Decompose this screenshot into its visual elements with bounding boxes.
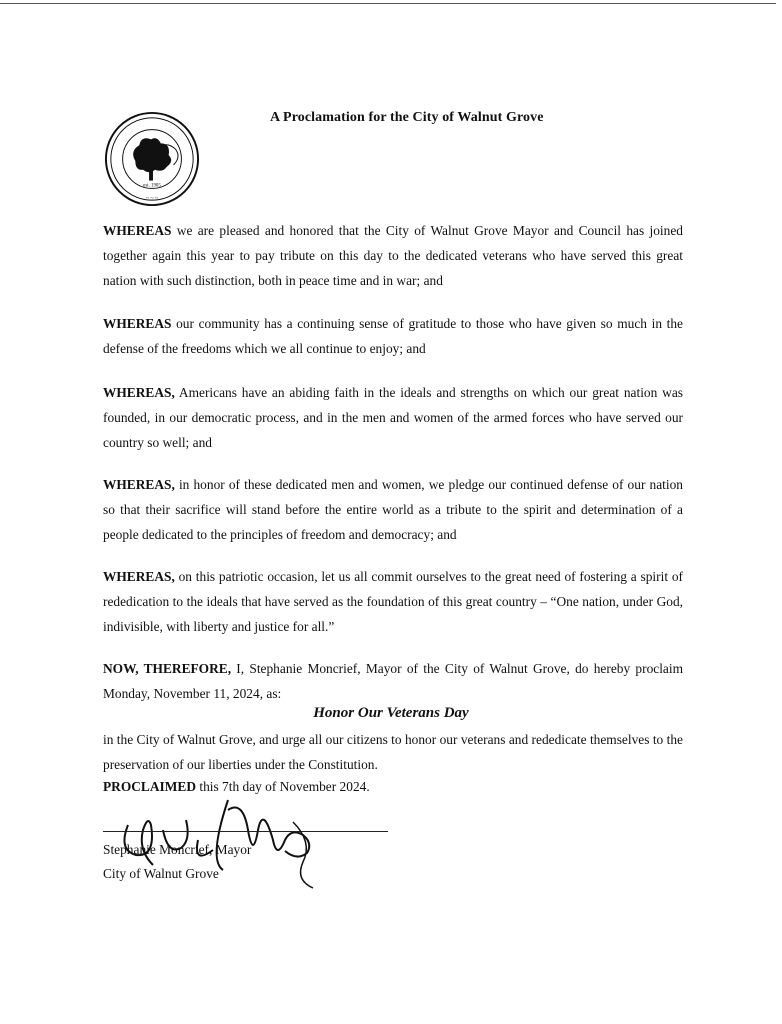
proclaimed-line: PROCLAIMED this 7th day of November 2024. — [103, 779, 370, 794]
whereas-paragraph-5: WHEREAS, on this patriotic occasion, let us all commit ourselves to the great need of fostering a spirit of rededication to the ideals that have served as the foundation of this great country – “One nation, under God, indivisible, with liberty and justice for all.” — [103, 569, 683, 634]
honor-title: Honor Our Veterans Day — [313, 705, 469, 721]
now-therefore-paragraph: NOW, THEREFORE, I, Stephanie Moncrief, Mayor of the City of Walnut Grove, do hereby proclaim Monday, November 11, 2024, as: — [103, 661, 684, 701]
closing-paragraph: in the City of Walnut Grove, and urge all our citizens to honor our veterans and rededicate themselves to the preservation of our liberties under the Constitution. — [103, 732, 683, 772]
page-title: A Proclamation for the City of Walnut Grove — [270, 110, 544, 125]
signer-organization: City of Walnut Grove — [103, 866, 219, 881]
svg-text:est. 1905: est. 1905 — [143, 183, 161, 189]
svg-text:~ ~ ~: ~ ~ ~ — [145, 196, 159, 203]
signature-line — [103, 831, 388, 832]
signer-name: Stephanie Moncrief, Mayor — [103, 842, 252, 857]
scan-top-edge — [0, 3, 776, 4]
whereas-paragraph-2: WHEREAS our community has a continuing sense of gratitude to those who have given so much in the defense of the freedoms which we all continue to enjoy; and — [103, 316, 683, 356]
bracket-mark-icon — [285, 820, 330, 890]
whereas-paragraph-4: WHEREAS, in honor of these dedicated men and women, we pledge our continued defense of our nation so that their sacrifice will stand before the entire world as a tribute to the spirit and determination of a people dedicated to the principles of freedom and democracy; and — [103, 477, 683, 542]
whereas-paragraph-3: WHEREAS, Americans have an abiding faith in the ideals and strengths on which our great nation was founded, in our democratic process, and in the men and women of the armed forces who have served our country so well; and — [103, 385, 683, 450]
city-seal-tree-icon — [103, 110, 201, 208]
whereas-paragraph-1: WHEREAS we are pleased and honored that the City of Walnut Grove Mayor and Council has joined together again this year to pay tribute on this day to the dedicated veterans who have served this great nation with such distinction, both in peace time and in war; and — [103, 223, 683, 288]
